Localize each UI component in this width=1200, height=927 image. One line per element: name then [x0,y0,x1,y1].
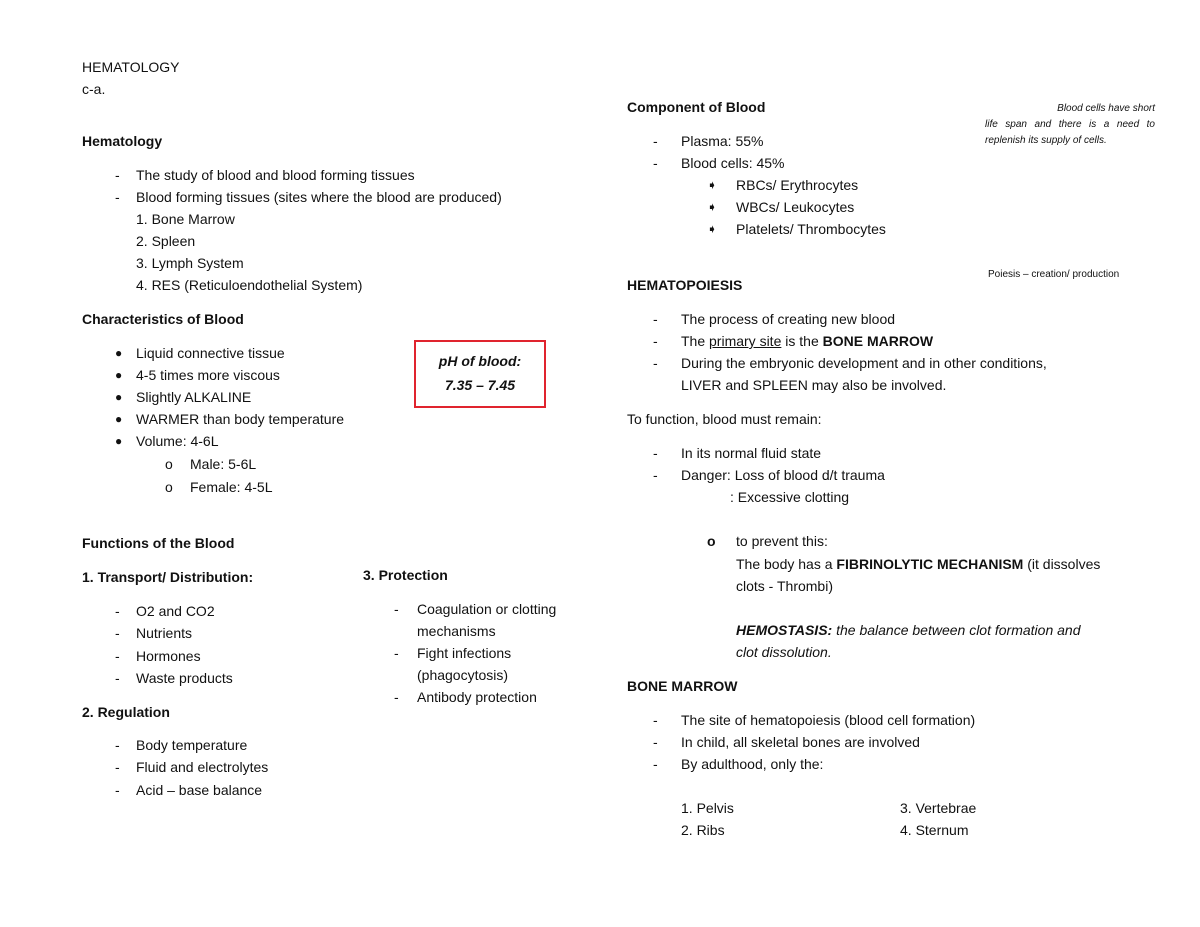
dash-bullet: - [115,759,120,775]
bold-text: BONE MARROW [822,333,934,349]
list-item-continuation: (phagocytosis) [417,667,509,683]
list-item: Slightly ALKALINE [136,389,252,405]
text-run: is the [781,333,823,349]
list-item: The site of hematopoiesis (blood cell formation) [681,712,976,728]
site-item: 3. Lymph System [136,255,244,271]
text-run: The [681,333,710,349]
side-note-line: life span and there is a need to [985,119,1155,130]
list-item-continuation: : Excessive clotting [730,489,850,505]
poiesis-note: Poiesis – creation/ production [988,269,1120,280]
bullet-dot-icon: ● [115,434,123,448]
bullet-dot-icon: ● [115,390,123,404]
site-item: 1. Bone Marrow [136,211,235,227]
dash-bullet: - [653,311,658,327]
dash-bullet: - [653,712,658,728]
list-item: Hormones [136,648,201,664]
list-item [681,330,933,352]
list-item-continuation: LIVER and SPLEEN may also be involved. [681,377,947,393]
underlined-text: primary site [709,333,782,349]
side-note [985,101,1155,149]
fibrinolytic-continuation: clots - Thrombi) [736,578,833,594]
dash-bullet: - [394,689,399,705]
list-item: Blood forming tissues (sites where the blood are produced) [136,189,502,205]
bold-text: FIBRINOLYTIC MECHANISM [836,556,1024,572]
sub-list-item: to prevent this: [736,533,828,549]
functions-heading: Functions of the Blood [82,535,235,551]
list-item: WARMER than body temperature [136,411,345,427]
arrow-bullet-icon: ➧ [707,200,718,214]
dash-bullet: - [115,737,120,753]
dash-bullet: - [115,603,120,619]
ph-callout-box [414,340,546,408]
to-function-heading: To function, blood must remain: [627,411,822,427]
dash-bullet: - [115,625,120,641]
circle-bullet-icon: o [165,456,173,472]
list-item: By adulthood, only the: [681,756,824,772]
arrow-bullet-icon: ➧ [707,222,718,236]
regulation-heading: 2. Regulation [82,704,170,720]
side-note-line: Blood cells have short [1057,103,1155,114]
sub-list-item: RBCs/ Erythrocytes [736,177,859,193]
list-item: Blood cells: 45% [681,155,785,171]
protection-heading: 3. Protection [363,567,448,583]
dash-bullet: - [653,756,658,772]
bone-item: 3. Vertebrae [900,800,977,816]
dash-bullet: - [653,355,658,371]
dash-bullet: - [394,601,399,617]
text-run: the balance between clot formation and [832,622,1081,638]
sub-list-item: Platelets/ Thrombocytes [736,221,886,237]
list-item: Liquid connective tissue [136,345,285,361]
list-item: Acid – base balance [136,782,263,798]
bone-item: 4. Sternum [900,822,969,838]
text-run: The body has a [736,556,837,572]
circle-bullet-icon: o [165,479,173,495]
list-item: Nutrients [136,625,193,641]
dash-bullet: - [653,133,658,149]
hemostasis-continuation: clot dissolution. [736,644,832,660]
dash-bullet: - [653,445,658,461]
list-item: Fight infections [417,645,512,661]
bone-item: 2. Ribs [681,822,725,838]
circle-bullet-icon: o [707,533,716,549]
dash-bullet: - [394,645,399,661]
hematology-heading: Hematology [82,133,163,149]
list-item: The process of creating new blood [681,311,896,327]
bone-item: 1. Pelvis [681,800,734,816]
list-item: Body temperature [136,737,248,753]
document-title: HEMATOLOGY [82,59,180,75]
list-item: Fluid and electrolytes [136,759,269,775]
list-item: Volume: 4-6L [136,433,219,449]
dash-bullet: - [115,189,120,205]
list-item: During the embryonic development and in other conditions, [681,355,1047,371]
bullet-dot-icon: ● [115,346,123,360]
list-item: 4-5 times more viscous [136,367,280,383]
bold-text: HEMOSTASIS: [736,622,833,638]
bullet-dot-icon: ● [115,412,123,426]
document-subtitle: c-a. [82,81,106,97]
dash-bullet: - [653,333,658,349]
hemostasis-definition [736,619,1080,641]
sub-list-item: Female: 4-5L [190,479,273,495]
list-item: The study of blood and blood forming tissues [136,167,415,183]
list-item: In child, all skeletal bones are involved [681,734,920,750]
bone-marrow-heading: BONE MARROW [627,678,738,694]
dash-bullet: - [115,648,120,664]
bullet-dot-icon: ● [115,368,123,382]
list-item: In its normal fluid state [681,445,822,461]
list-item: Coagulation or clotting [417,601,557,617]
list-item: Danger: Loss of blood d/t trauma [681,467,885,483]
hematopoiesis-heading: HEMATOPOIESIS [627,277,743,293]
sub-list-item: WBCs/ Leukocytes [736,199,855,215]
components-heading: Component of Blood [627,99,766,115]
dash-bullet: - [653,155,658,171]
side-note-line: replenish its supply of cells. [985,135,1107,146]
ph-range: 7.35 – 7.45 [444,377,516,393]
dash-bullet: - [115,670,120,686]
site-item: 2. Spleen [136,233,196,249]
list-item: O2 and CO2 [136,603,215,619]
text-run: (it dissolves [1023,556,1101,572]
list-item: Plasma: 55% [681,133,764,149]
dash-bullet: - [653,467,658,483]
list-item: Antibody protection [417,689,537,705]
list-item-continuation: mechanisms [417,623,496,639]
sub-list-item: Male: 5-6L [190,456,257,472]
ph-label: pH of blood: [438,353,522,369]
transport-heading: 1. Transport/ Distribution: [82,569,254,585]
characteristics-heading: Characteristics of Blood [82,311,244,327]
fibrinolytic-text [736,553,1100,575]
list-item: Waste products [136,670,233,686]
dash-bullet: - [115,782,120,798]
dash-bullet: - [115,167,120,183]
dash-bullet: - [653,734,658,750]
arrow-bullet-icon: ➧ [707,178,718,192]
site-item: 4. RES (Reticuloendothelial System) [136,277,363,293]
